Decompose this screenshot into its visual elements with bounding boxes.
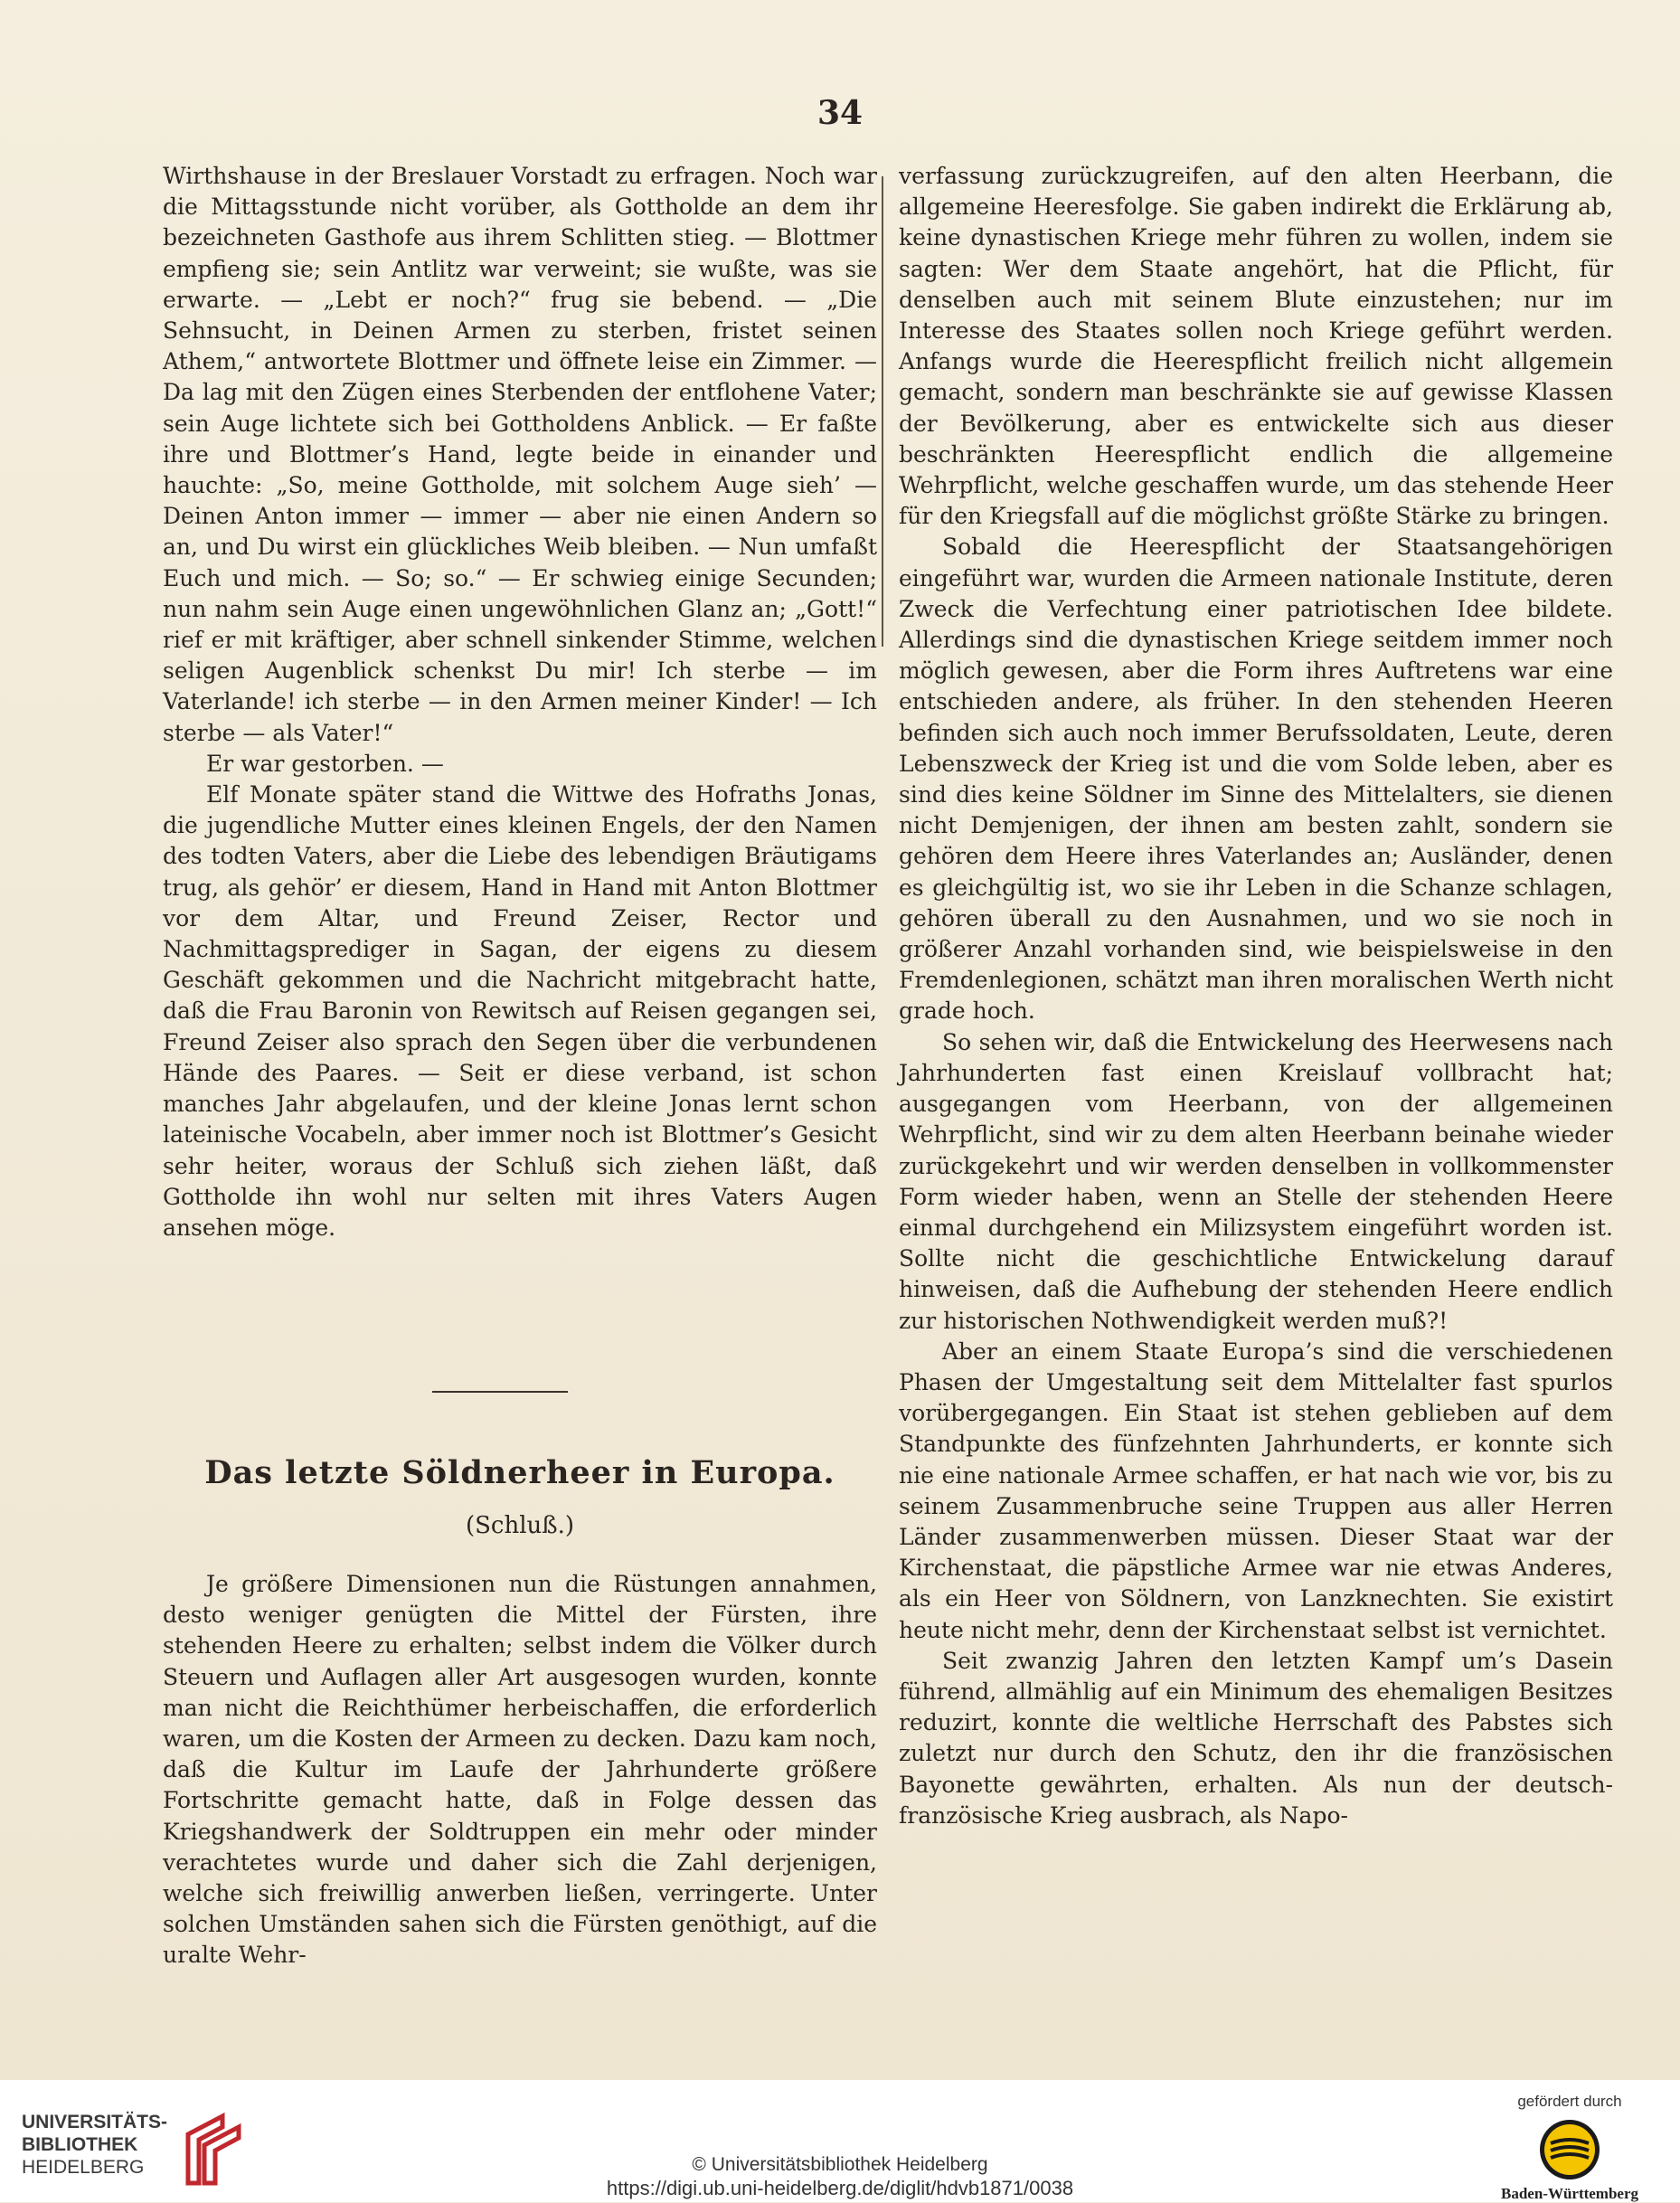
story-paragraph: Elf Monate später stand die Wittwe des Hofraths Jonas, die jugendliche Mutter eines kleinen Engels, der den Namen des todten Vaters, aber die Liebe des lebendigen Bräutigams trug, als gehör’ er diesem, Hand in Hand mit Anton Blottmer vor dem Altar, und Freund Zeiser, Rector und Nachmittagsprediger in Sagan, der eigens zu diesem Geschäft gekommen und die Nachricht mitgebracht hatte, daß die Frau Baronin von Rewitsch auf Reisen gegangen sei, Freund Zeiser also sprach den Segen über die verbundenen Hände des Paares. — Seit er diese verband, ist schon manches Jahr abgelaufen, und der kleine Jonas lernt schon lateinische Vocabeln, aber immer noch ist Blottmer’s Gesicht sehr heiter, woraus der Schluß sich ziehen läßt, daß Gottholde ihn wohl nur selten mit ihres Vaters Augen ansehen möge.: [163, 781, 877, 1241]
section-separator: [432, 1391, 568, 1393]
document-url-link[interactable]: https://digi.ub.uni-heidelberg.de/diglit/hdvb1871/0038: [606, 2177, 1074, 2199]
page-number: 34: [816, 94, 864, 132]
footer-bar: [0, 2080, 1680, 2202]
article-paragraph: Je größere Dimensionen nun die Rüstungen annahmen, desto weniger genügten die Mittel der Fürsten, ihre stehenden Heere zu erhalten; selbst indem die Völker durch Steuern und Auflagen aller Art ausgesogen wurden, konnte man nicht die Reichthümer herbeischaffen, die erforderlich waren, um die Kosten der Armeen zu decken. Dazu kam noch, daß die Kultur im Laufe der Jahrhunderte größere Fortschritte gemacht hatte, daß in Folge dessen das Kriegshandwerk der Soldtruppen ein mehr oder minder verachtetes wurde und daher sich die Zahl derjenigen, welche sich freiwillig anwerben ließen, verringerte. Unter solchen Umständen sahen sich die Fürsten genöthigt, auf die uralte Wehr-: [163, 1571, 877, 1969]
article-title: Das letzte Söldnerheer in Europa.: [204, 1454, 835, 1491]
story-paragraph: Er war gestorben. —: [206, 750, 444, 777]
article-paragraph: Seit zwanzig Jahren den letzten Kampf um’s Dasein führend, allmählig auf ein Minimum des ehemaligen Besitzes reduzirt, konnte die weltliche Herrschaft des Pabstes sich zuletzt nur durch den Schutz, den ihr die französischen Bayonette gewährten, erhalten. Als nun der deutsch-französische Krieg ausbrach, als Napo-: [899, 1647, 1613, 1829]
sponsor-name: Baden-Württemberg: [1500, 2185, 1639, 2202]
library-name-line: UNIVERSITÄTS-: [22, 2112, 168, 2132]
article-paragraph: verfassung zurückzugreifen, auf den alten Heerbann, die allgemeine Heeresfolge. Sie gaben indirekt die Erklärung ab, keine dynastischen Kriege mehr führen zu wollen, indem sie sagten: Wer dem Staate angehört, hat die Pflicht, für denselben auch mit seinem Blute einzustehen; nur im Interesse des Staates sollen noch Kriege geführt werden. Anfangs wurde die Heerespflicht freilich nicht allgemein gemacht, sondern man beschränkte sie auf gewisse Klassen der Bevölkerung, aber es entwickelte sich aus dieser beschränkten Heerespflicht endlich die allgemeine Wehrpflicht, welche geschaffen wurde, um das stehende Heer für den Kriegsfall auf die möglichst größte Stärke zu bringen.: [899, 163, 1613, 530]
story-paragraph: Wirthshause in der Breslauer Vorstadt zu erfragen. Noch war die Mittagsstunde nicht vorüber, als Gottholde an dem ihr bezeichneten Gasthofe aus ihrem Schlitten stieg. — Blottmer empfieng sie; sein Antlitz war verweint; sie wußte, was sie erwarte. — „Lebt er noch?“ frug sie bebend. — „Die Sehnsucht, in Deinen Armen zu sterben, fristet seinen Athem,“ antwortete Blottmer und öffnete leise ein Zimmer. — Da lag mit den Zügen eines Sterbenden der entflohene Vater; sein Auge lichtete sich bei Gottholdens Anblick. — Er faßte ihre und Blottmer’s Hand, legte beide in einander und hauchte: „So, meine Gottholde, mit solchem Auge sieh’ — Deinen Anton immer — immer — aber nie einen Andern so an, und Du wirst ein glückliches Weib bleiben. — Nun umfaßt Euch und mich. — So; so.“ — Er schwieg einige Secunden; nun nahm sein Auge einen ungewöhnlichen Glanz an; „Gott!“ rief er mit kräftiger, aber schnell sinkender Stimme, welchen seligen Augenblick schenkst Du mir! Ich sterbe — im Vaterlande! ich sterbe — in den Armen meiner Kinder! — Ich sterbe — als Vater!“: [163, 163, 877, 746]
left-column-article: [163, 1569, 877, 1971]
library-name-line: BIBLIOTHEK: [22, 2134, 138, 2155]
left-column-story: [163, 161, 877, 1243]
copyright-text: © Universitätsbibliothek Heidelberg: [692, 2154, 988, 2175]
article-subtitle: (Schluß.): [465, 1512, 575, 1539]
article-paragraph: Sobald die Heerespflicht der Staatsangehörigen eingeführt war, wurden die Armeen nationale Institute, deren Zweck die Verfechtung einer patriotischen Idee bildete. Allerdings sind die dynastischen Kriege seitdem immer noch möglich gewesen, aber die Form ihres Auftretens war eine entschieden andere, als früher. In den stehenden Heeren befinden sich auch noch immer Berufssoldaten, Leute, deren Lebenszweck der Krieg ist und die vom Solde leben, aber es sind dies keine Söldner im Sinne des Mittelalters, sie dienen nicht Demjenigen, der ihnen am besten zahlt, sondern sie gehören dem Heere ihres Vaterlandes an; Ausländer, denen es gleichgültig ist, wo sie ihr Leben in die Schanze schlagen, gehören überall zu den Ausnahmen, und wo sie noch in größerer Anzahl vorhanden sind, wie beispielsweise in den Fremdenlegionen, schätzt man ihren moralischen Werth nicht grade hoch.: [899, 534, 1613, 1025]
coat-of-arms-icon: [1538, 2118, 1601, 2181]
article-paragraph: So sehen wir, daß die Entwickelung des Heerwesens nach Jahrhunderten fast einen Kreislauf vollbracht hat; ausgegangen vom Heerbann, von der allgemeinen Wehrpflicht, sind wir zu dem alten Heerbann beinahe wieder zurückgekehrt und wir werden denselben in vollkommenster Form wieder haben, wenn an Stelle der stehenden Heere einmal durchgehend ein Milizsystem eingeführt worden ist. Sollte nicht die geschichtliche Entwickelung darauf hinweisen, daß die Aufhebung der stehenden Heere endlich zur historischen Nothwendigkeit werden muß?!: [899, 1028, 1613, 1334]
sponsor-label: gefördert durch: [1517, 2093, 1622, 2110]
sponsor-block: [1479, 2093, 1660, 2201]
article-paragraph: Aber an einem Staate Europa’s sind die verschiedenen Phasen der Umgestaltung seit dem Mittelalter fast spurlos vorübergegangen. Ein Staat ist stehen geblieben auf dem Standpunkte des fünfzehnten Jahrhunderts, er konnte sich nie eine nationale Armee schaffen, er hat nach wie vor, bis zu seinem Zusammenbruche seine Truppen aus aller Herren Länder zusammenwerben müssen. Dieser Staat war der Kirchenstaat, die päpstliche Armee war nie etwas Anderes, als ein Heer von Söldnern, von Lanzknechten. Sie existirt heute nicht mehr, denn der Kirchenstaat selbst ist vernichtet.: [899, 1338, 1613, 1643]
library-name-line: HEIDELBERG: [22, 2157, 145, 2178]
column-divider: [882, 176, 883, 647]
right-column-article: [899, 161, 1613, 1831]
